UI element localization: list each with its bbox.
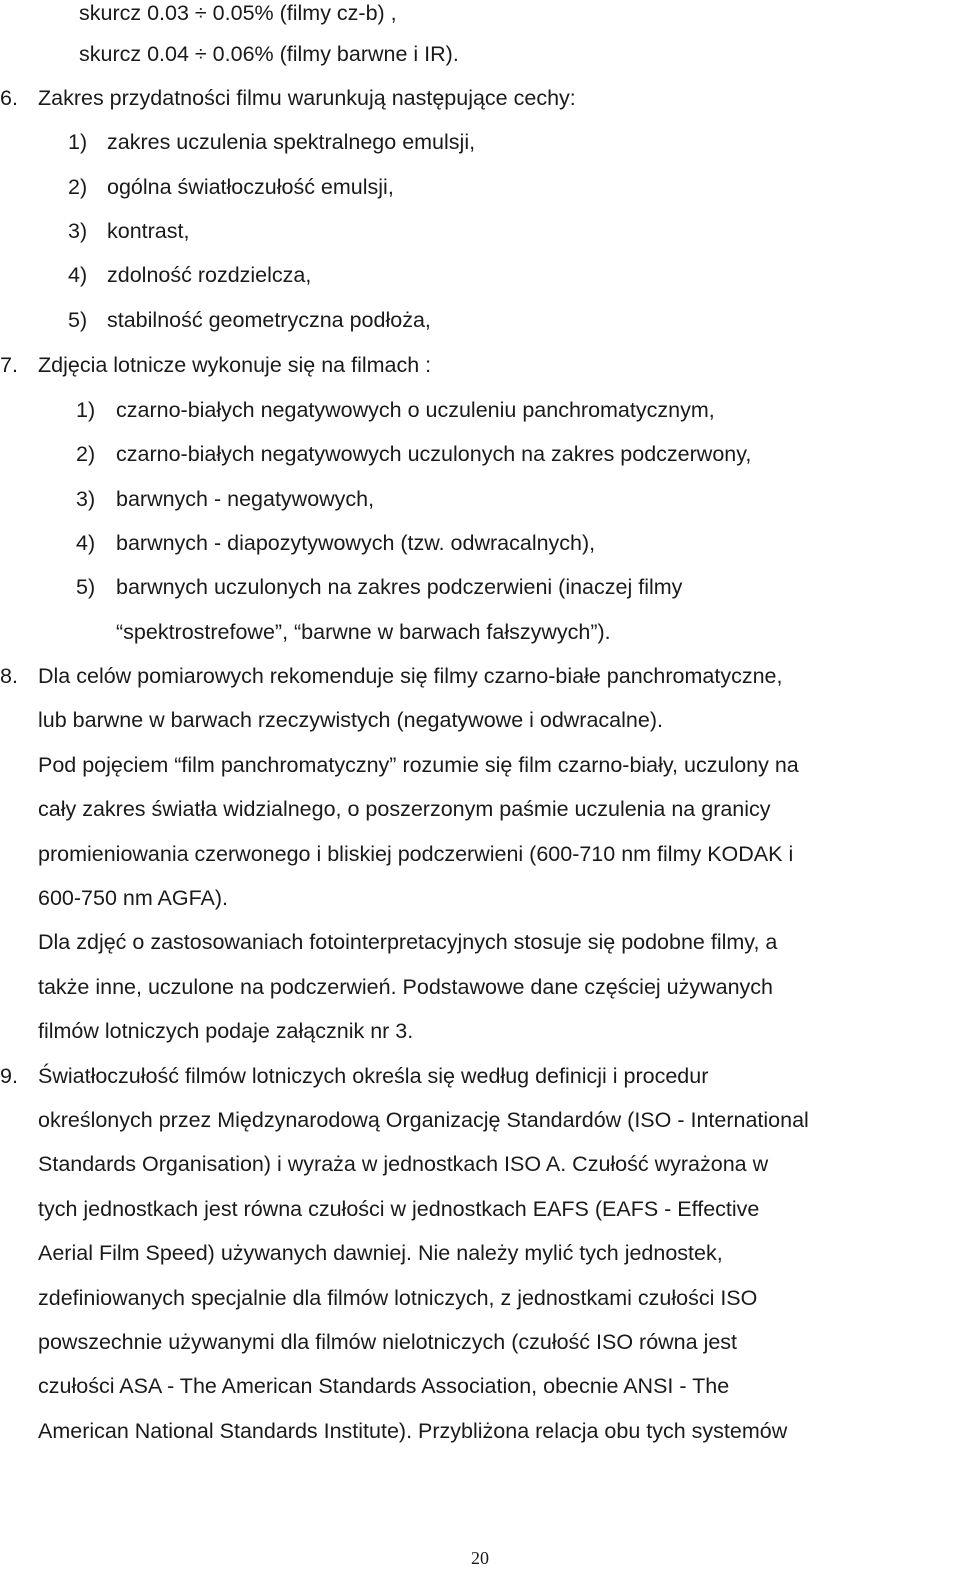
paragraph-line: powszechnie używanymi dla filmów nielotniczych (czułość ISO równa jest <box>38 1330 738 1354</box>
list-item-number: 5) <box>76 575 96 599</box>
list-item-number: 2) <box>76 442 96 466</box>
paragraph-line: Pod pojęciem “film panchromatyczny” rozumie się film czarno-biały, uczulony na <box>38 753 799 777</box>
paragraph-line: cały zakres światła widzialnego, o poszerzonym paśmie uczulenia na granicy <box>38 797 771 821</box>
list-item-number: 1) <box>68 130 88 154</box>
paragraph-line: promieniowania czerwonego i bliskiej podczerwieni (600-710 nm filmy KODAK i <box>38 842 794 866</box>
list-item-number: 5) <box>68 308 88 332</box>
section-number: 7. <box>0 353 18 377</box>
page-number: 20 <box>471 1548 489 1568</box>
list-item-number: 3) <box>76 487 96 511</box>
section-number: 6. <box>0 86 18 110</box>
paragraph-line: Standards Organisation) i wyraża w jednostkach ISO A. Czułość wyrażona w <box>38 1152 769 1176</box>
list-item-number: 3) <box>68 219 88 243</box>
paragraph-line: tych jednostkach jest równa czułości w jednostkach EAFS (EAFS - Effective <box>38 1197 760 1221</box>
paragraph-line: czułości ASA - The American Standards Association, obecnie ANSI - The <box>38 1374 730 1398</box>
paragraph-line: 600-750 nm AGFA). <box>38 886 229 910</box>
list-item-number: 1) <box>76 398 96 422</box>
list-item-number: 4) <box>76 531 96 555</box>
paragraph-line: zdefiniowanych specjalnie dla filmów lotniczych, z jednostkami czułości ISO <box>38 1286 758 1310</box>
list-item-text: czarno-białych negatywowych o uczuleniu panchromatycznym, <box>116 398 715 422</box>
section-heading: Zakres przydatności filmu warunkują następujące cechy: <box>38 86 576 110</box>
list-item-text: zdolność rozdzielcza, <box>107 263 312 287</box>
paragraph-line: Światłoczułość filmów lotniczych określa się według definicji i procedur <box>38 1064 709 1088</box>
list-item-number: 4) <box>68 263 88 287</box>
section-number: 9. <box>0 1064 18 1088</box>
list-item-text: barwnych uczulonych na zakres podczerwieni (inaczej filmy <box>116 575 683 599</box>
list-item-text: ogólna światłoczułość emulsji, <box>107 175 394 199</box>
list-item-text: czarno-białych negatywowych uczulonych na zakres podczerwony, <box>116 442 752 466</box>
paragraph-line: lub barwne w barwach rzeczywistych (negatywowe i odwracalne). <box>38 708 663 732</box>
paragraph-line: American National Standards Institute). Przybliżona relacja obu tych systemów <box>38 1419 788 1443</box>
intro-line: skurcz 0.03 ÷ 0.05% (filmy cz-b) , <box>79 1 397 25</box>
list-item-text: zakres uczulenia spektralnego emulsji, <box>107 130 476 154</box>
paragraph-line: także inne, uczulone na podczerwień. Podstawowe dane częściej używanych <box>38 975 774 999</box>
list-item-number: 2) <box>68 175 88 199</box>
list-item-text: stabilność geometryczna podłoża, <box>107 308 431 332</box>
section-heading: Zdjęcia lotnicze wykonuje się na filmach : <box>38 353 432 377</box>
paragraph-line: Aerial Film Speed) używanych dawniej. Nie należy mylić tych jednostek, <box>38 1241 723 1265</box>
paragraph-line: Dla zdjęć o zastosowaniach fotointerpretacyjnych stosuje się podobne filmy, a <box>38 930 778 954</box>
paragraph-line: określonych przez Międzynarodową Organizację Standardów (ISO - International <box>38 1108 809 1132</box>
list-item-text: kontrast, <box>107 219 190 243</box>
list-item-text: barwnych - negatywowych, <box>116 487 375 511</box>
paragraph-line: filmów lotniczych podaje załącznik nr 3. <box>38 1019 414 1043</box>
list-item-continuation: “spektrostrefowe”, “barwne w barwach fałszywych”). <box>116 620 611 644</box>
list-item-text: barwnych - diapozytywowych (tzw. odwracalnych), <box>116 531 596 555</box>
paragraph-line: Dla celów pomiarowych rekomenduje się filmy czarno-białe panchromatyczne, <box>38 664 783 688</box>
section-number: 8. <box>0 664 18 688</box>
intro-line: skurcz 0.04 ÷ 0.06% (filmy barwne i IR). <box>79 42 459 66</box>
